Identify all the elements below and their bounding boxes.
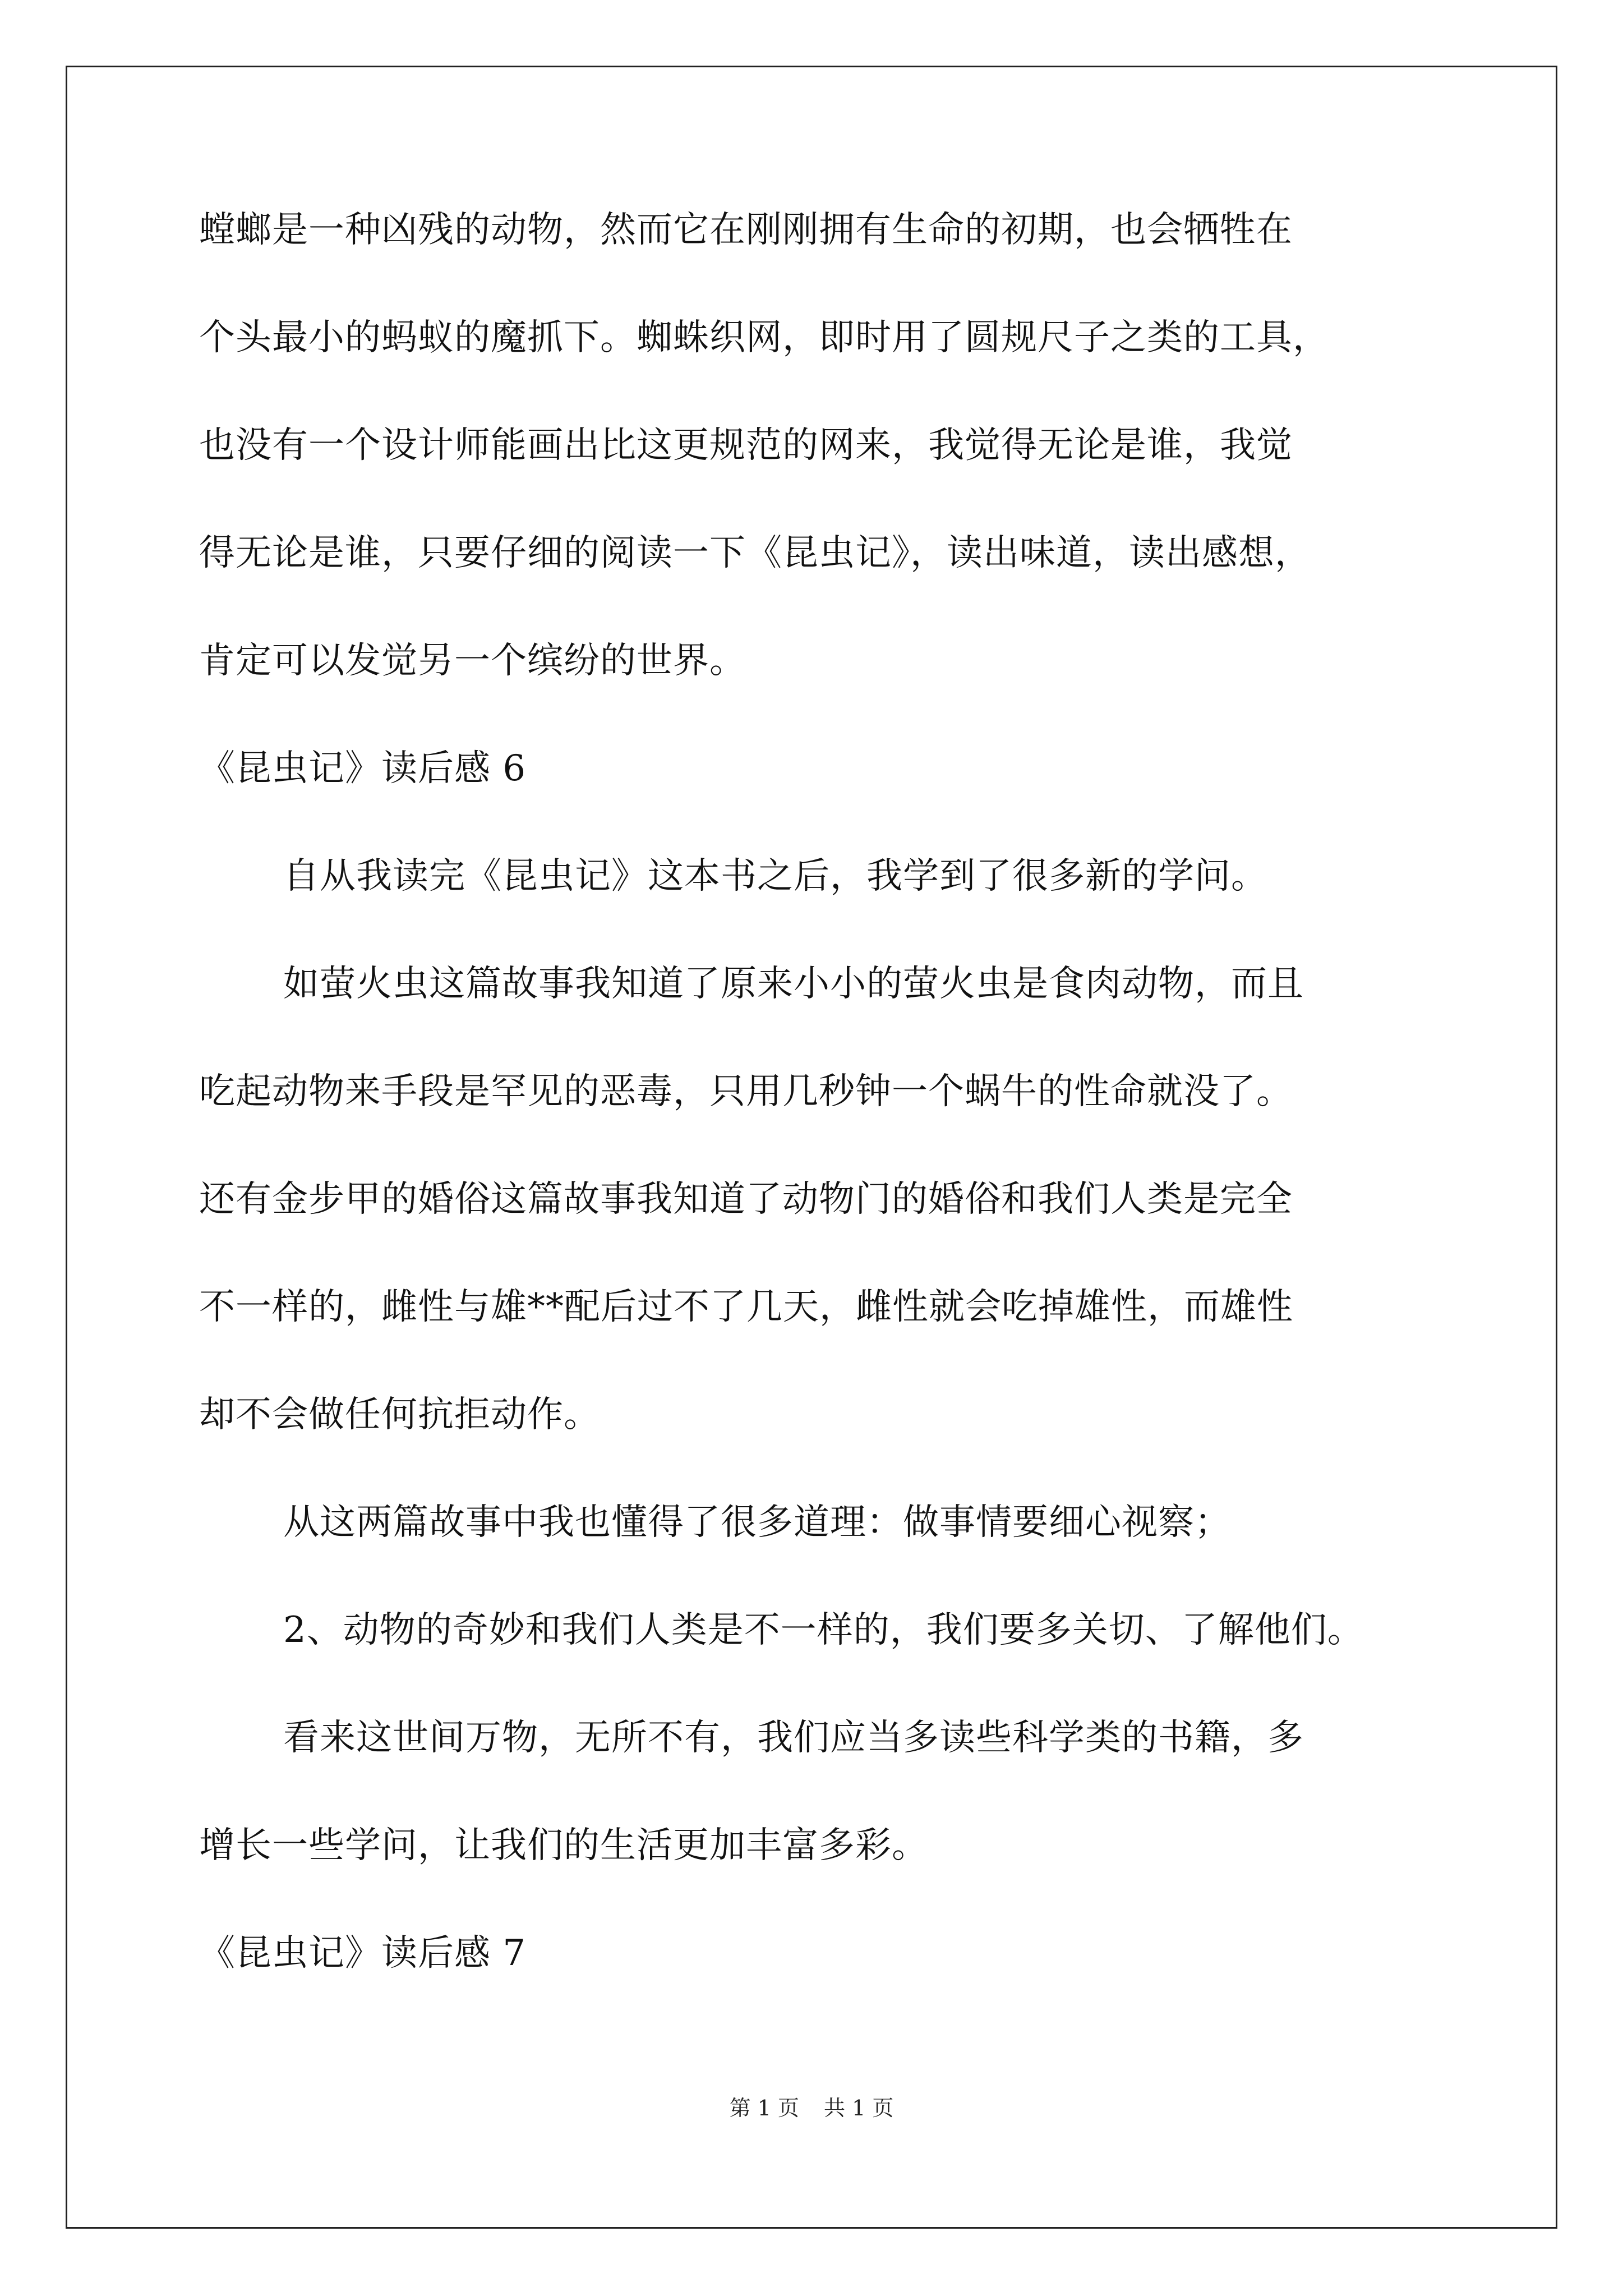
paragraph-line: 肯定可以发觉另一个缤纷的世界。 <box>199 640 746 682</box>
paragraph-line: 从这两篇故事中我也懂得了很多道理：做事情要细心视察； <box>283 1502 1231 1543</box>
paragraph-line: 得无论是谁，只要仔细的阅读一下《昆虫记》，读出味道，读出感想， <box>199 532 1311 574</box>
page-border <box>66 66 1557 2229</box>
paragraph-line: 如萤火虫这篇故事我知道了原来小小的萤火虫是食肉动物，而且 <box>283 963 1304 1005</box>
paragraph-line: 却不会做任何抗拒动作。 <box>199 1394 600 1435</box>
paragraph-line: 个头最小的蚂蚁的魔抓下。蜘蛛织网，即时用了圆规尺子之类的工具， <box>199 317 1329 358</box>
page-footer <box>0 2094 1623 2122</box>
paragraph-line: 2、动物的奇妙和我们人类是不一样的，我们要多关切、了解他们。 <box>283 1609 1364 1651</box>
paragraph-line: 螳螂是一种凶残的动物，然而它在刚刚拥有生命的初期，也会牺牲在 <box>199 209 1293 251</box>
section-heading: 《昆虫记》读后感 7 <box>199 1932 527 1974</box>
paragraph-line: 吃起动物来手段是罕见的恶毒，只用几秒钟一个蜗牛的性命就没了。 <box>199 1071 1293 1112</box>
paragraph-line: 还有金步甲的婚俗这篇故事我知道了动物门的婚俗和我们人类是完全 <box>199 1179 1293 1220</box>
section-heading: 《昆虫记》读后感 6 <box>199 748 527 789</box>
paragraph-line: 增长一些学问，让我们的生活更加丰富多彩。 <box>199 1825 928 1866</box>
paragraph-line: 也没有一个设计师能画出比这更规范的网来，我觉得无论是谁，我觉 <box>199 425 1293 466</box>
page-total: 共 1 页 <box>824 2096 894 2120</box>
page-number: 第 1 页 <box>729 2096 799 2120</box>
paragraph-line: 不一样的，雌性与雄**配后过不了几天，雌性就会吃掉雄性，而雄性 <box>199 1286 1293 1328</box>
paragraph-line: 自从我读完《昆虫记》这本书之后，我学到了很多新的学问。 <box>283 855 1267 897</box>
paragraph-line: 看来这世间万物，无所不有，我们应当多读些科学类的书籍，多 <box>283 1717 1304 1759</box>
